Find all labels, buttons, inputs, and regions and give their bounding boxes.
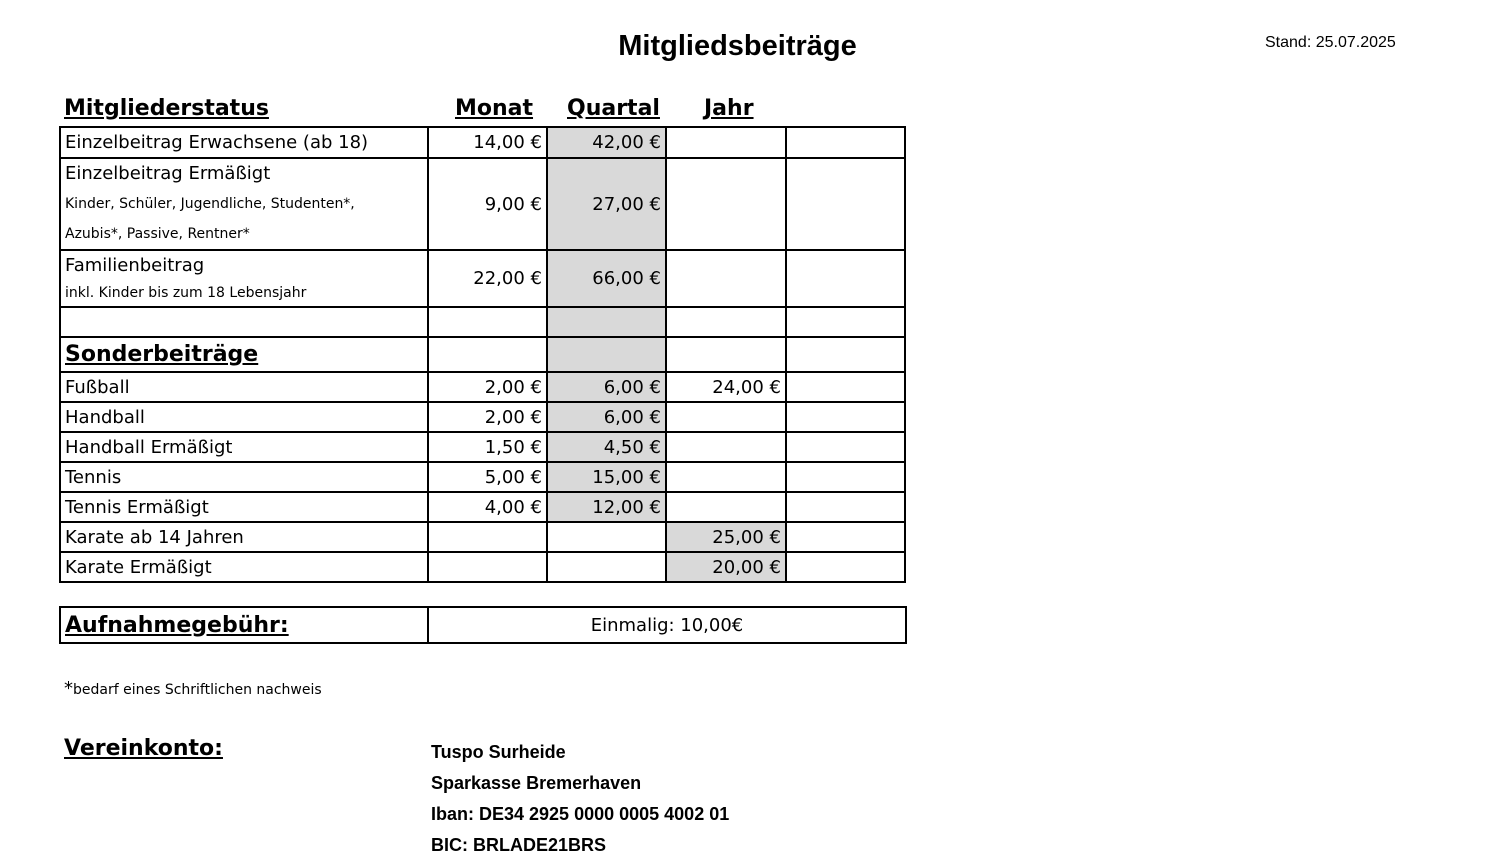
cell-extra [786,402,905,432]
row-label: Familienbeitrag [65,254,205,276]
empty-cell [428,307,547,337]
konto-bic: BIC: BRLADE21BRS [431,835,607,855]
row-sublabel: inkl. Kinder bis zum 18 Lebensjahr [65,284,307,301]
cell-quartal: 12,00 € [547,492,666,522]
cell-jahr [666,492,786,522]
empty-cell [666,307,786,337]
aufnahme-row [60,607,906,643]
stand-date: Stand: 25.07.2025 [1265,34,1396,51]
cell-jahr: 24,00 € [666,372,786,402]
cell-extra [786,492,905,522]
konto-name: Tuspo Surheide [431,742,566,762]
row-label: Fußball [60,372,428,402]
konto-label: Vereinkonto: [64,736,223,761]
aufnahme-table [59,606,907,644]
section-title: Sonderbeiträge [60,337,428,372]
header-status: Mitgliederstatus [64,96,269,121]
empty-cell [428,337,547,372]
cell-quartal [547,522,666,552]
footnote-text: bedarf eines Schriftlichen nachweis [73,682,322,698]
cell-jahr [666,127,786,158]
cell-jahr [666,432,786,462]
row-label-cell [60,158,428,250]
row-sublabel: Kinder, Schüler, Jugendliche, Studenten*, [65,196,355,212]
cell-extra [786,127,905,158]
table-row [60,462,905,492]
row-label: Karate ab 14 Jahren [60,522,428,552]
cell-extra [786,372,905,402]
empty-cell [547,307,666,337]
table-row [60,522,905,552]
cell-quartal: 66,00 € [547,250,666,307]
cell-monat: 9,00 € [428,158,547,250]
cell-quartal: 6,00 € [547,402,666,432]
empty-cell [60,307,428,337]
cell-jahr [666,462,786,492]
table-row [60,127,905,158]
cell-jahr [666,250,786,307]
cell-monat: 5,00 € [428,462,547,492]
table-row [60,372,905,402]
section-row [60,337,905,372]
row-label: Einzelbeitrag Erwachsene (ab 18) [60,127,428,158]
cell-extra [786,158,905,250]
cell-quartal [547,552,666,582]
cell-extra [786,432,905,462]
row-label: Handball Ermäßigt [60,432,428,462]
cell-quartal: 6,00 € [547,372,666,402]
page-title: Mitgliedsbeiträge [618,30,857,62]
empty-cell [547,337,666,372]
cell-jahr [666,158,786,250]
cell-quartal: 42,00 € [547,127,666,158]
fee-table [59,126,906,583]
aufnahme-label: Aufnahmegebühr: [60,607,428,643]
table-row [60,250,905,307]
aufnahme-value: Einmalig: 10,00€ [428,607,906,643]
cell-extra [786,250,905,307]
empty-cell [666,337,786,372]
cell-extra [786,522,905,552]
konto-bank: Sparkasse Bremerhaven [431,773,642,793]
header-quartal: Quartal [567,96,660,121]
cell-quartal: 27,00 € [547,158,666,250]
cell-monat: 4,00 € [428,492,547,522]
row-label: Tennis Ermäßigt [60,492,428,522]
footnote-star: * [64,678,73,699]
row-label: Handball [60,402,428,432]
header-monat: Monat [455,96,534,121]
cell-quartal: 15,00 € [547,462,666,492]
cell-quartal: 4,50 € [547,432,666,462]
table-row [60,432,905,462]
footnote [64,678,322,699]
empty-cell [786,307,905,337]
table-row [60,402,905,432]
row-label-cell [60,250,428,307]
cell-jahr: 25,00 € [666,522,786,552]
konto-details [431,737,729,861]
cell-monat [428,552,547,582]
row-label: Einzelbeitrag Ermäßigt [65,163,271,184]
table-row [60,158,905,250]
cell-monat: 2,00 € [428,372,547,402]
cell-extra [786,462,905,492]
cell-jahr [666,402,786,432]
cell-monat: 22,00 € [428,250,547,307]
table-row [60,552,905,582]
row-label: Karate Ermäßigt [60,552,428,582]
header-jahr: Jahr [704,96,754,121]
cell-monat [428,522,547,552]
row-sublabel: Azubis*, Passive, Rentner* [65,226,250,242]
row-label: Tennis [60,462,428,492]
cell-extra [786,552,905,582]
cell-monat: 1,50 € [428,432,547,462]
konto-iban: Iban: DE34 2925 0000 0005 4002 01 [431,804,730,824]
empty-cell [786,337,905,372]
cell-monat: 14,00 € [428,127,547,158]
table-row [60,492,905,522]
cell-jahr: 20,00 € [666,552,786,582]
table-row-empty [60,307,905,337]
cell-monat: 2,00 € [428,402,547,432]
